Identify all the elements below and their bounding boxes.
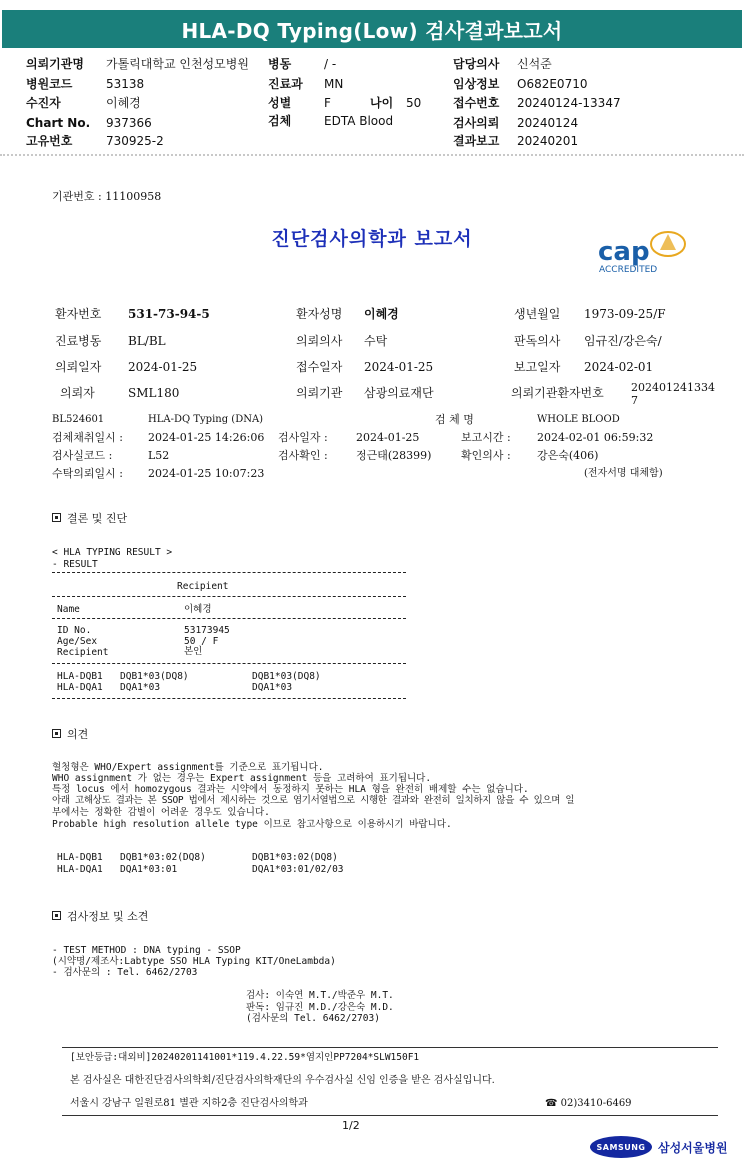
header-divider [0, 154, 744, 156]
report-date: 2024-02-01 [584, 360, 654, 374]
hospital-name: 삼성서울병원 [658, 1141, 728, 1155]
specimen-name: WHOLE BLOOD [537, 414, 620, 425]
recipient-age-sex: 50 / F [184, 636, 219, 647]
signature-line: 판독: 임규진 M.D./강은숙 M.D. [246, 1002, 394, 1013]
requester-label: 의뢰자 [60, 386, 95, 400]
cap-accredited-logo [596, 230, 692, 276]
report-title: HLA-DQ Typing(Low) 검사결과보고서 [2, 10, 742, 48]
section-square-icon [52, 513, 61, 522]
header-receipt-no: 접수번호 20240124-13347 [453, 96, 621, 110]
reading-doctor: 임규진/강은숙/ [584, 334, 662, 348]
opinion-allele-2: DQB1*03:02(DQ8) [252, 852, 338, 863]
opinion-allele-1: DQA1*03:01 [120, 864, 178, 875]
header-unique-no: 고유번호 730925-2 [26, 134, 164, 148]
id-label: ID No. [57, 625, 92, 636]
certification-text: 본 검사실은 대한진단검사의학회/진단검사의학재단의 우수검사실 신임 인증을 받은 검사실입니다. [70, 1075, 495, 1086]
opinion-line: 특정 locus 에서 homozygous 결과는 시약에서 동정하지 못하는 HLA 형을 완전히 배제할 수는 없습니다. [52, 784, 529, 795]
esign-note: (전자서명 대체함) [584, 468, 663, 479]
header-hospital-code: 병원코드 53138 [26, 77, 145, 91]
footer-divider [62, 1115, 718, 1116]
test-code: BL524601 [52, 414, 105, 425]
report-date-label: 보고일자 [514, 360, 561, 374]
rule [52, 698, 406, 699]
header-ward: 병동 / - [268, 57, 337, 71]
receipt-date: 2024-01-25 [364, 360, 434, 374]
patient-no-label: 환자번호 [55, 307, 102, 321]
section-square-icon [52, 729, 61, 738]
footer-divider [62, 1047, 718, 1048]
req-org-patient-no-cont: 7 [631, 394, 638, 407]
result-block-sub: - RESULT [52, 559, 98, 570]
collect-time: 2024-01-25 14:26:06 [148, 431, 265, 444]
patient-no: 531-73-94-5 [128, 307, 210, 321]
samsung-logo: SAMSUNG [590, 1136, 652, 1158]
signature-line: (검사문의 Tel. 6462/2703) [246, 1013, 380, 1024]
header-sex: 성별 F [268, 96, 331, 110]
header-test-request: 검사의뢰 20240124 [453, 116, 579, 130]
specimen-name-label: 검 체 명 [435, 413, 474, 426]
ward-label: 진료병동 [55, 334, 102, 348]
report-time: 2024-02-01 06:59:32 [537, 431, 654, 444]
opinion-line: 부에서는 정확한 감별이 어려운 경우도 있습니다. [52, 807, 270, 818]
age-sex-label: Age/Sex [57, 636, 98, 647]
result-allele-2: DQB1*03(DQ8) [252, 671, 321, 682]
confirm-doctor-label: 확인의사 : [461, 449, 511, 462]
results-section-title: 결론 및 진단 [52, 512, 127, 525]
method-line: - TEST METHOD : DNA typing - SSOP [52, 945, 241, 956]
header-requesting-org: 의뢰기관명 가톨릭대학교 인천성모병원 [26, 57, 249, 71]
result-locus: HLA-DQA1 [57, 682, 103, 693]
req-org-label: 의뢰기관 [296, 386, 343, 400]
req-date-label: 의뢰일자 [55, 360, 102, 374]
section-square-icon [52, 911, 61, 920]
header-doctor: 담당의사 신석준 [453, 57, 552, 71]
org-number: 기관번호 : 11100958 [52, 190, 162, 203]
test-name: HLA-DQ Typing (DNA) [148, 414, 264, 425]
dob-label: 생년월일 [514, 307, 561, 321]
svg-text:ACCREDITED: ACCREDITED [599, 265, 658, 275]
recipient-relation: 본인 [184, 646, 203, 657]
header-examinee: 수진자 이혜경 [26, 96, 141, 110]
opinion-allele-2: DQA1*03:01/02/03 [252, 864, 344, 875]
confirm-doctor: 강은숙(406) [537, 449, 599, 462]
req-doctor: 수탁 [364, 334, 388, 348]
recipient-header: Recipient [177, 581, 229, 592]
lab-address: 서울시 강남구 일원로81 별관 지하2층 진단검사의학과 [70, 1098, 308, 1109]
result-block-title: < HLA TYPING RESULT > [52, 547, 173, 558]
method-line: - 검사문의 : Tel. 6462/2703 [52, 967, 198, 978]
rule [52, 618, 406, 619]
lab-code: L52 [148, 449, 170, 462]
test-confirm-label: 검사확인 : [278, 449, 328, 462]
report-time-label: 보고시간 : [461, 431, 511, 444]
consign-label: 수탁의뢰일시 : [52, 467, 123, 480]
method-section-title: 검사정보 및 소견 [52, 910, 148, 923]
result-allele-1: DQB1*03(DQ8) [120, 671, 189, 682]
rule [52, 596, 406, 597]
rule [52, 572, 406, 573]
ward: BL/BL [128, 334, 166, 348]
method-line: (시약명/제조사:Labtype SSO HLA Typing KIT/OneLambda) [52, 956, 336, 967]
requester: SML180 [128, 386, 180, 400]
req-date: 2024-01-25 [128, 360, 198, 374]
opinion-locus: HLA-DQA1 [57, 864, 103, 875]
name-label: Name [57, 604, 80, 615]
header-clinical-info: 임상정보 O682E0710 [453, 77, 588, 91]
patient-name: 이혜경 [364, 307, 399, 321]
consign-time: 2024-01-25 10:07:23 [148, 467, 265, 480]
opinion-section-title: 의견 [52, 728, 88, 741]
opinion-locus: HLA-DQB1 [57, 852, 103, 863]
reading-doctor-label: 판독의사 [514, 334, 561, 348]
opinion-line: WHO assignment 가 없는 경우는 Expert assignment 등을 고려하여 표기됩니다. [52, 773, 432, 784]
page-number: 1/2 [342, 1119, 360, 1132]
lab-code-label: 검사실코드 : [52, 449, 113, 462]
recipient-label: Recipient [57, 647, 109, 658]
opinion-allele-1: DQB1*03:02(DQ8) [120, 852, 206, 863]
dob: 1973-09-25/F [584, 307, 666, 321]
recipient-id: 53173945 [184, 625, 230, 636]
receipt-date-label: 접수일자 [296, 360, 343, 374]
header-result-report: 결과보고 20240201 [453, 134, 579, 148]
header-specimen: 검체 EDTA Blood [268, 114, 394, 128]
header-chart-no: Chart No. 937366 [26, 116, 152, 130]
rule [52, 663, 406, 664]
req-doctor-label: 의뢰의사 [296, 334, 343, 348]
signature-line: 검사: 이숙연 M.T./박준우 M.T. [246, 990, 394, 1001]
opinion-line: Probable high resolution allele type 이므로 참고사항으로 이용하시기 바랍니다. [52, 819, 452, 830]
security-line: [보안등급:대외비]20240201141001*119.4.22.59*염지인PP7204*SLW150F1 [70, 1052, 420, 1063]
test-date-label: 검사일자 : [278, 431, 328, 444]
lab-phone: ☎ 02)3410-6469 [545, 1098, 632, 1109]
result-allele-1: DQA1*03 [120, 682, 161, 693]
opinion-line: 아래 고해상도 결과는 본 SSOP 법에서 제시하는 것으로 염기서열법으로 시행한 결과와 완전히 일치하지 않을 수 있으며 일 [52, 795, 575, 806]
doc-title: 진단검사의학과 보고서 [271, 228, 473, 250]
cap-logo-icon [596, 230, 692, 276]
collect-label: 검체채취일시 : [52, 431, 123, 444]
header-age: 나이 50 [370, 96, 422, 110]
patient-name-label: 환자성명 [296, 307, 343, 321]
test-date: 2024-01-25 [356, 431, 420, 444]
recipient-name: 이혜경 [184, 604, 212, 615]
result-allele-2: DQA1*03 [252, 682, 293, 693]
header-dept: 진료과 MN [268, 77, 344, 91]
req-org: 삼광의료재단 [364, 386, 434, 400]
req-org-patient-no: 202401241334 [631, 381, 715, 394]
req-org-patient-no-label: 의뢰기관환자번호 [511, 386, 604, 400]
result-locus: HLA-DQB1 [57, 671, 103, 682]
opinion-line: 혈청형은 WHO/Expert assignment를 기준으로 표기됩니다. [52, 762, 324, 773]
svg-text:cap: cap [598, 237, 650, 267]
test-confirm: 정근태(28399) [356, 449, 432, 462]
